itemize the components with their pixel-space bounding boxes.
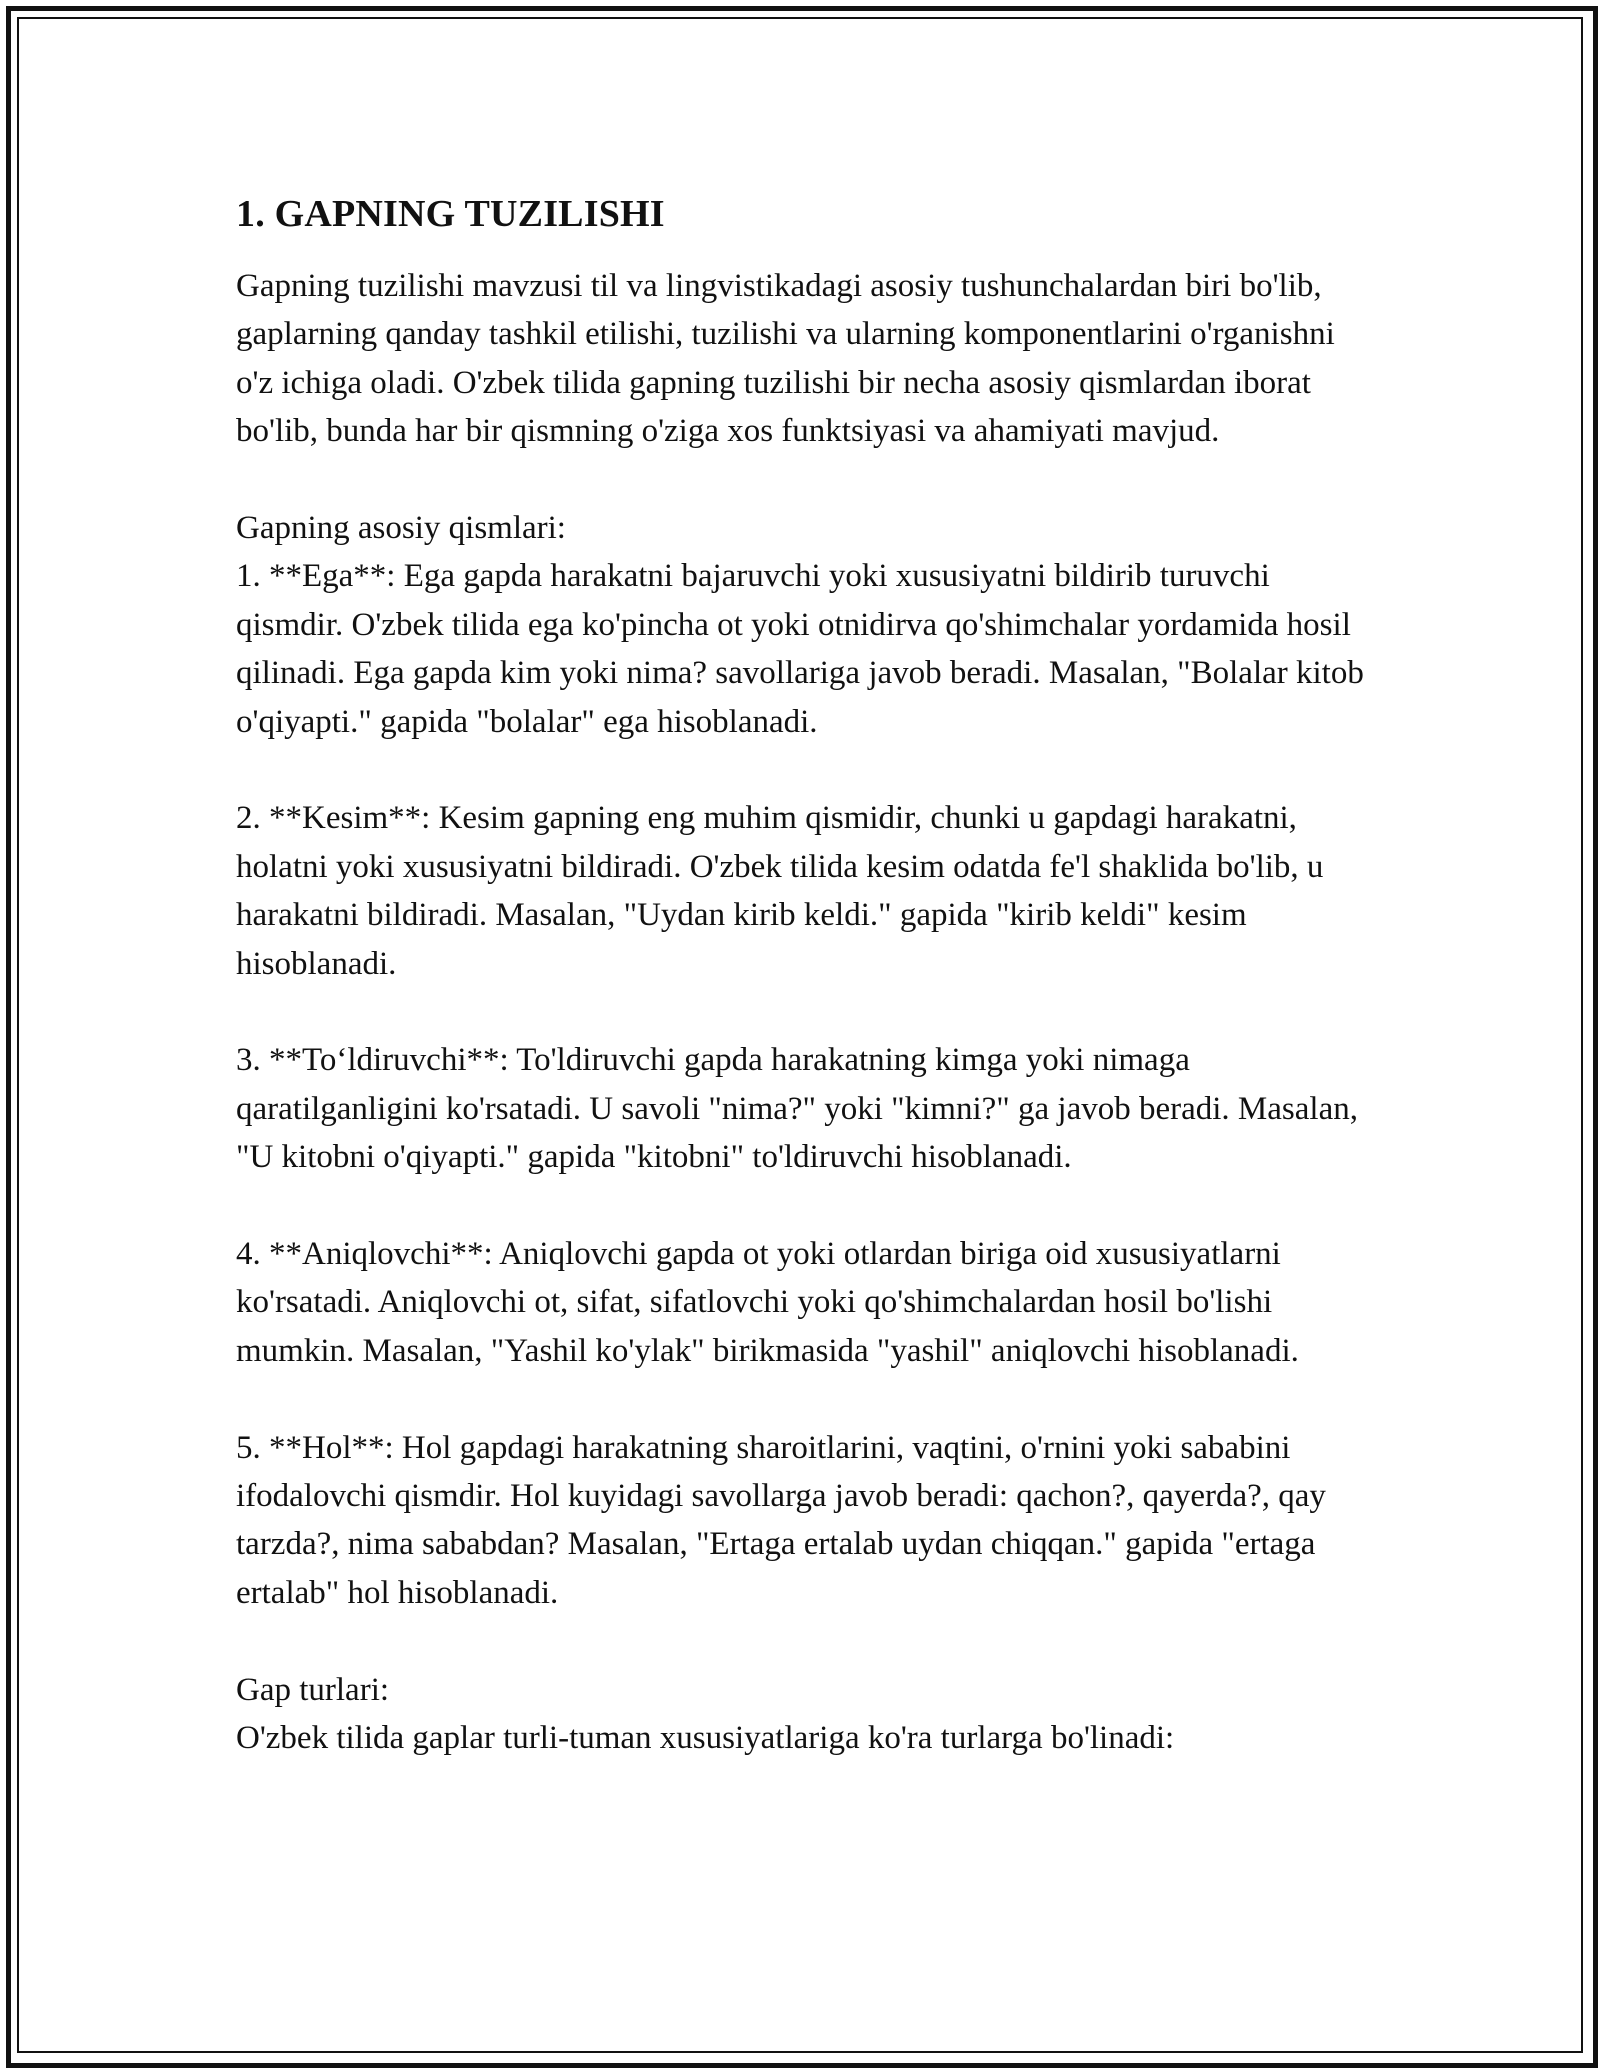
item-hol: 5. **Hol**: Hol gapdagi harakatning sharoitlarini, vaqtini, o'rnini yoki sababini ifodalovchi qismdir. Hol kuyidagi savollarga javob beradi: qachon?, qayerda?, qay tarzda?, nima sababdan? Masalan, "Ertaga ertalab uydan chiqqan." gapida "ertaga ertalab" hol hisoblanadi. [236,1429,1326,1611]
intro-paragraph: Gapning tuzilishi mavzusi til va lingvistikadagi asosiy tushunchalardan biri bo'lib, gaplarning qanday tashkil etilishi, tuzilishi va ularning komponentlarini o'rganishni o'z ichiga oladi. O'zbek tilida gapning tuzilishi bir necha asosiy qismlardan iborat bo'lib, bunda har bir qismning o'ziga xos funktsiyasi va ahamiyati mavjud. [236,268,1335,450]
item-toldiruvchi: 3. **To‘ldiruvchi**: To'ldiruvchi gapda harakatning kimga yoki nimaga qaratilganligini ko'rsatadi. U savoli "nima?" yoki "kimni?" ga javob beradi. Masalan, "U kitobni o'qiyapti." gapida "kitobni" to'ldiruvchi hisoblanadi. [236,1042,1358,1176]
parts-heading: Gapning asosiy qismlari: [236,510,566,547]
document-title: 1. GAPNING TUZILISHI [236,193,665,235]
item-kesim: 2. **Kesim**: Kesim gapning eng muhim qismidir, chunki u gapdagi harakatni, holatni yoki xususiyatni bildiradi. O'zbek tilida kesim odatda fe'l shaklida bo'lib, u harakatni bildiradi. Masalan, "Uydan kirib keldi." gapida "kirib keldi" kesim hisoblanadi. [236,800,1324,982]
document-body [236,186,1376,1763]
paragraph-spacer [236,746,1376,794]
paragraph-spacer [236,1182,1376,1230]
item-aniqlovchi: 4. **Aniqlovchi**: Aniqlovchi gapda ot yoki otlardan biriga oid xususiyatlarni ko'rsatadi. Aniqlovchi ot, sifat, sifatlovchi yoki qo'shimchalardan hosil bo'lishi mumkin. Masalan, "Yashil ko'ylak" birikmasida "yashil" aniqlovchi hisoblanadi. [236,1236,1299,1369]
paragraph-spacer [236,1617,1376,1665]
types-intro: O'zbek tilida gaplar turli-tuman xususiyatlariga ko'ra turlarga bo'linadi: [236,1720,1175,1757]
item-ega: 1. **Ega**: Ega gapda harakatni bajaruvchi yoki xususiyatni bildirib turuvchi qismdir. O'zbek tilida ega ko'pincha ot yoki otnidirva qo'shimchalar yordamida hosil qilinadi. Ega gapda kim yoki nima? savollariga javob beradi. Masalan, "Bolalar kitob o'qiyapti." gapida "bolalar" ega hisoblanadi. [236,558,1364,740]
types-heading: Gap turlari: [236,1671,390,1708]
paragraph-spacer [236,456,1376,504]
paragraph-spacer [236,1375,1376,1423]
paragraph-spacer [236,988,1376,1036]
